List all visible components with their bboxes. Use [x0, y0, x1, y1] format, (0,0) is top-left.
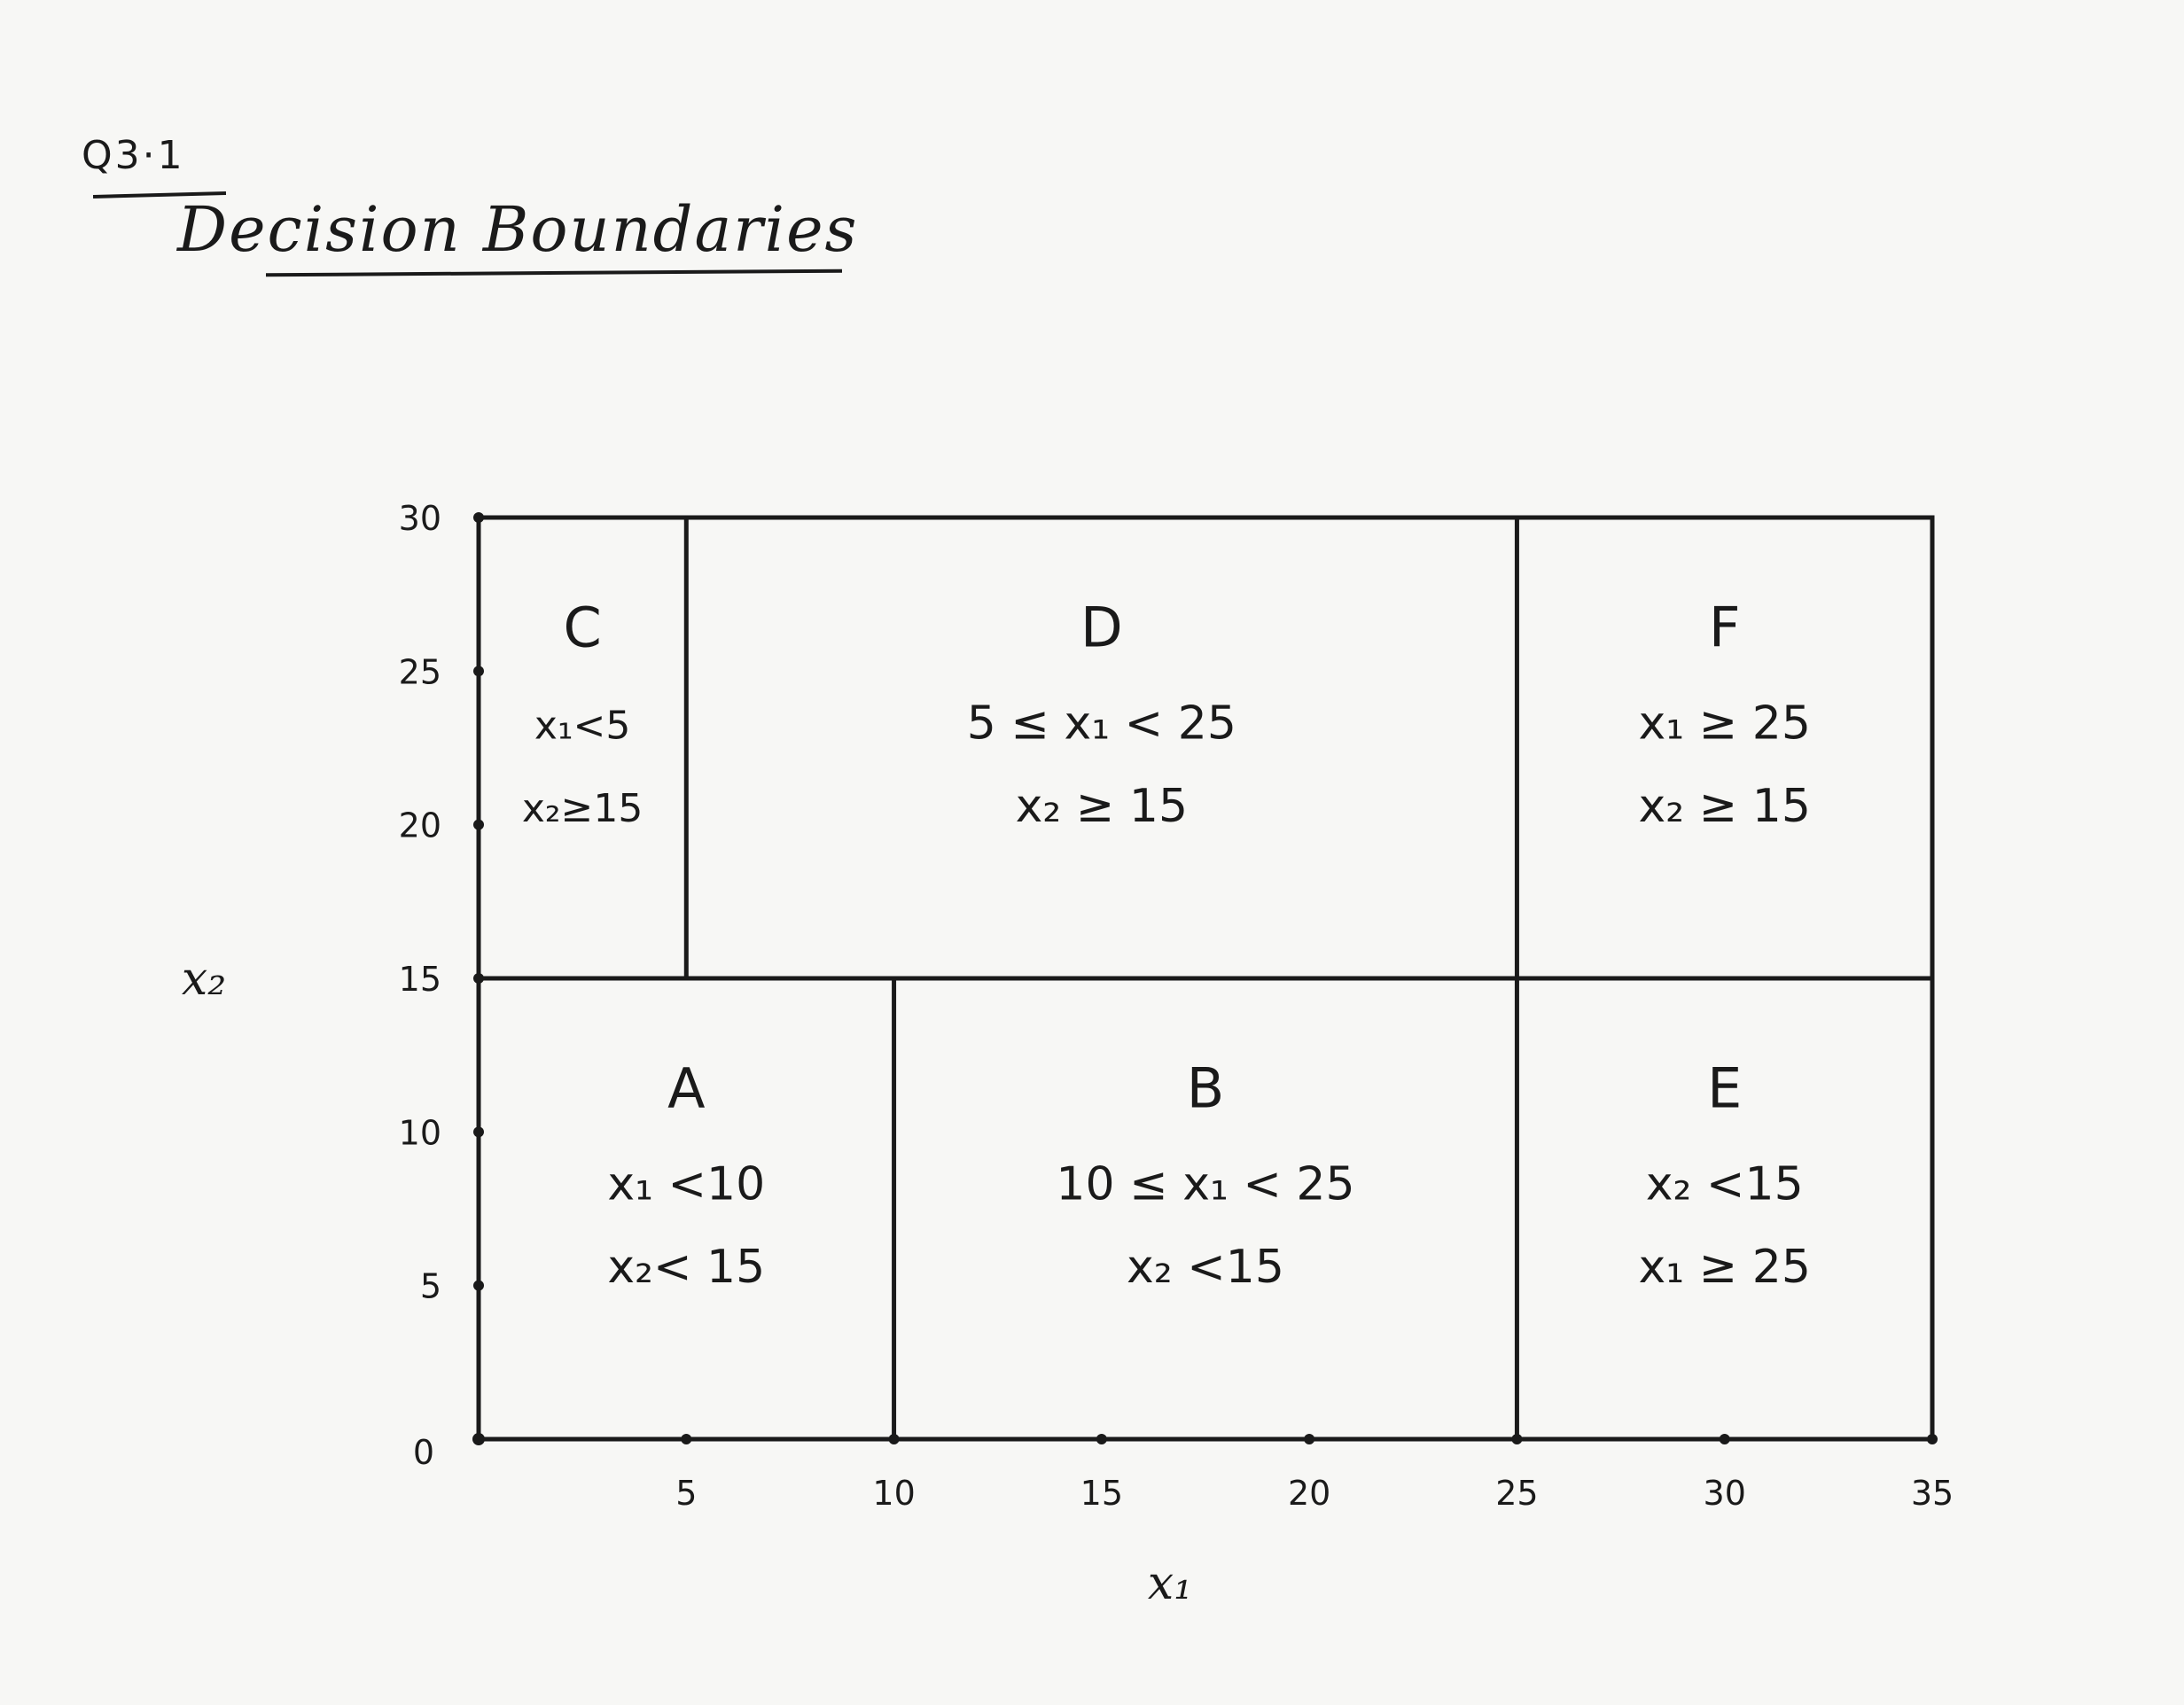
x-tick-label: 20 — [1287, 1474, 1331, 1513]
y-tick-dot — [473, 820, 484, 830]
region-label: E — [1707, 1055, 1743, 1121]
x-tick-label: 25 — [1495, 1474, 1539, 1513]
x-tick-dot — [1511, 1434, 1522, 1444]
x-tick-dot — [1096, 1434, 1107, 1444]
y-tick-dot — [473, 1281, 484, 1291]
x-tick-dot — [1720, 1434, 1730, 1444]
region-condition: x₂≥15 — [521, 786, 644, 832]
y-tick-label: 5 — [419, 1266, 441, 1306]
region-f — [1639, 596, 1811, 834]
region-condition: 10 ≤ x₁ < 25 — [1056, 1157, 1355, 1211]
regions-layer — [522, 596, 1811, 1295]
region-condition: x₂ <15 — [1127, 1241, 1284, 1295]
x-tick-label: 35 — [1910, 1474, 1954, 1513]
x-tick-label: 10 — [872, 1474, 916, 1513]
x-axis-title: x₁ — [1147, 1557, 1193, 1610]
region-condition: x₂< 15 — [607, 1241, 766, 1295]
y-tick-dot — [473, 512, 484, 523]
x-tick-label: 30 — [1703, 1474, 1746, 1513]
x-tick-dot — [681, 1434, 691, 1444]
region-condition: x₂ ≥ 15 — [1638, 780, 1811, 834]
region-condition: x₁ ≥ 25 — [1638, 1241, 1811, 1295]
region-label: D — [1080, 595, 1123, 660]
region-condition: x₂ ≥ 15 — [1015, 780, 1189, 834]
region-condition: 5 ≤ x₁ < 25 — [966, 697, 1236, 751]
region-label: A — [667, 1055, 706, 1121]
y-tick-label: 15 — [398, 960, 441, 999]
y-axis-title: x₂ — [181, 953, 227, 1006]
y-tick-label: 30 — [398, 499, 441, 538]
region-condition: x₁ <10 — [607, 1157, 766, 1211]
region-e — [1639, 1056, 1811, 1295]
region-condition: x₁<5 — [534, 703, 631, 749]
region-d — [967, 596, 1236, 834]
x-tick-dot — [1304, 1434, 1314, 1444]
origin-label: 0 — [412, 1433, 434, 1472]
x-tick-label: 15 — [1080, 1474, 1124, 1513]
region-condition: x₂ <15 — [1645, 1157, 1804, 1211]
x-tick-label: 5 — [675, 1474, 698, 1513]
y-tick-label: 20 — [398, 806, 441, 845]
question-label: Q3·1 — [82, 133, 185, 178]
origin-dot — [472, 1433, 485, 1445]
y-tick-dot — [473, 973, 484, 984]
y-tick-label: 10 — [398, 1113, 441, 1153]
region-a — [607, 1056, 765, 1295]
page-title: Decision Boundaries — [177, 193, 859, 266]
y-tick-label: 25 — [398, 652, 441, 692]
region-label: F — [1708, 595, 1741, 660]
region-condition: x₁ ≥ 25 — [1638, 697, 1811, 751]
x-tick-dot — [889, 1434, 900, 1444]
region-c — [522, 596, 644, 832]
region-label: C — [563, 595, 602, 660]
region-b — [1056, 1056, 1354, 1295]
y-tick-dot — [473, 1126, 484, 1137]
y-tick-dot — [473, 666, 484, 676]
region-label: B — [1186, 1055, 1225, 1121]
x-tick-dot — [1927, 1434, 1938, 1444]
